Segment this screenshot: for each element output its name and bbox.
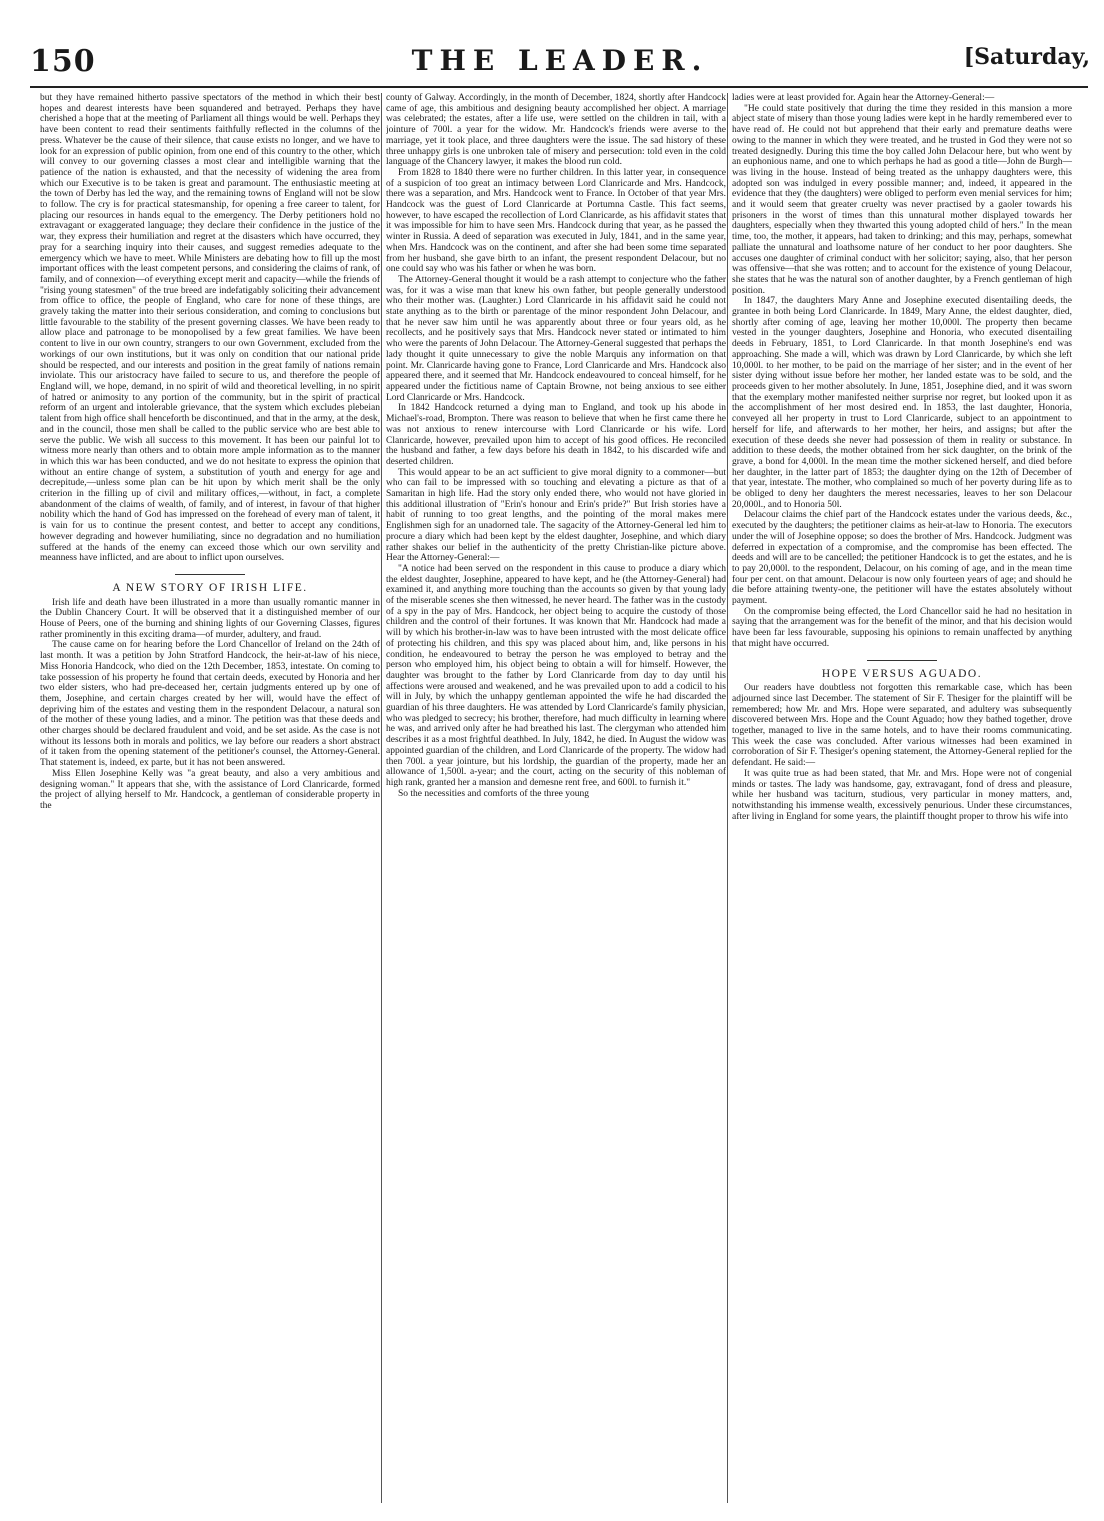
paragraph: Miss Ellen Josephine Kelly was "a great beauty, and also a very ambitious and designing woman." It appears that she, with the assistance of Lord Clanricarde, formed the project of allying herself to Mr. Handcock, a gentleman of considerable property in the — [40, 768, 380, 811]
section-divider — [867, 660, 937, 661]
column-divider — [727, 93, 728, 1503]
quoted-paragraph: "A notice had been served on the respondent in this cause to produce a diary which the eldest daughter, Josephine, appeared to have kept, and he (the Attorney-General) had examined it, and anything more touching than the accounts so given by that young lady of the miserable scenes she then witnessed, he never heard. The father was in the custody of a spy in the pay of Mrs. Handcock, her object being to acquire the custody of those children and the control of their fortunes. It was known that Mr. Handcock had made a will by which his brother-in-law was to have been intrusted with the most delicate office of protecting his children, and this spy was placed about him, and, like persons in his condition, he endeavoured to betray the person he was employed to betray and the person who employed him, his object being to obtain a will for himself. However, the daughter was brought to the father by Lord Clanricarde from day to day until his affections were aroused and weakened, and he was prevailed upon to add a codicil to his will in July, by which the unhappy gentleman appointed the wife he had discarded the guardian of his three daughters. He was attended by Lord Clanricarde's family physician, who was pledged to secrecy; his brother, therefore, had much difficulty in learning where he was, and arrived only after he had breathed his last. The clergyman who attended him describes it as a most frightful deathbed. In July, 1842, he died. In August the widow was appointed guardian of the children, and Lord Clanricarde of the property. The widow had then 700l. a year jointure, but his lordship, the guardian of the property, made her an allowance of 1,500l. a-year; and the court, acting on the security of this nobleman of high rank, granted her a mansion and demesne rent free, and 600l. to furnish it." — [386, 563, 726, 788]
column-1 — [40, 93, 380, 1503]
column-3 — [732, 93, 1072, 1503]
column-2 — [386, 93, 726, 1503]
paragraph: but they have remained hitherto passive spectators of the method in which their best hopes and dearest interests have been squandered and betrayed. Perhaps they have cherished a hope that at the meeting of Parliament all things would be well. Perhaps they have been content to read their sentiments faithfully reflected in the columns of the press. Whatever be the cause of their silence, that cause exists no longer, and we have to look for an expression of public opinion, from one end of this country to the other, which will convey to our governing classes a most clear and intelligible warning that the patience of the nation is exhausted, and that the necessity of widening the area from which our Executive is to be taken is great and paramount. The enthusiastic meeting at the town of Derby has led the way, and the remaining towns of England will not be slow to follow. The cry is for practical statesmanship, for opening a free career to talent, for placing our resources in hands equal to the emergency. The Derby petitioners hold no extravagant or exaggerated language; they declare their confidence in the justice of the war, they express their humiliation and regret at the disasters which have occurred, they pray for a searching inquiry into their causes, and suggest remedies adequate to the emergency which we have to meet. While Ministers are debating how to fill up the most important offices with the least competent persons, and considering the claims of rank, of family, and of connexion—of everything except merit and capacity—while the friends of "rising young statesmen" of the true breed are indefatigably soliciting their advancement from office to office, the people of England, who care for none of these things, are gravely taking the matter into their serious consideration, and coming to conclusions but little favourable to the stability of the present governing classes. We have been ready to allow place and patronage to be monopolised by a few great families. We have been content to live in our own country, strangers to our own Government, excluded from the workings of our own institutions, but it was only on condition that our national pride should be respected, and our interests and position in the great family of nations remain inviolate. This our aristocracy have failed to secure to us, and therefore the people of England will, we hope, demand, in no spirit of wild and theoretical levelling, in no spirit of hatred or animosity to any portion of the community, but in the spirit of practical reform of an urgent and intolerable grievance, that the system which excludes plebeian talent from high office shall henceforth be discontinued, and that in the army, at the desk, and in the council, those men shall be called to the public service who are best able to serve the public. We wish all success to this movement. It has been our painful lot to witness more nearly than others and to obtain more ample information as to the manner in which this war has been conducted, and we do not hesitate to express the opinion that without an entire change of system, a substitution of youth and energy for age and decrepitude,—unless some plan can be hit upon by which merit shall be the only criterion in the filling up of civil and military offices,—without, in fact, a complete abandonment of the claims of wealth, of family, and of interest, in favour of that higher nobility which the hand of God has impressed on the forehead of every man of talent, it is vain for us to continue the present contest, and better to accept any conditions, however degrading and however humiliating, since no degradation and no humiliation suffered at the hands of the enemy can exceed those which our own servility and meanness have inflicted, and are about to inflict upon ourselves. — [40, 93, 380, 564]
paragraph: In 1842 Handcock returned a dying man to England, and took up his abode in Michael's-road, Brompton. There was reason to believe that when he first came there he was not anxious to renew intercourse with Lord Clanricarde or his wife. Lord Clanricarde, however, prevailed upon him to accept of his good offices. He reconciled the husband and father, a few days before his death in 1842, to his discarded wife and deserted children. — [386, 403, 726, 467]
paragraph: From 1828 to 1840 there were no further children. In this latter year, in consequence of a suspicion of too great an intimacy between Lord Clanricarde and Mrs. Handcock, there was a separation, and Mrs. Handcock went to France. In October of that year Mrs. Handcock was the guest of Lord Clanricarde at Portumna Castle. This fact seems, however, to have escaped the recollection of Lord Clanricarde, as his affidavit states that it was impossible for him to have seen Mrs. Handcock during that year, as he passed the winter in Russia. A deed of separation was executed in July, 1841, and in the same year, when Mrs. Handcock was on the continent, and after she had been some time separated from her husband, she gave birth to an infant, the present respondent Delacour, but no one could say who was his father or when he was born. — [386, 167, 726, 275]
paragraph: Delacour claims the chief part of the Handcock estates under the various deeds, &c., executed by the daughters; the petitioner claims as heir-at-law to Honoria. The executors under the will of Josephine oppose; so does the brother of Mrs. Handcock. Judgment was deferred in expectation of a compromise, and the compromise has been effected. The deeds and will are to be cancelled; the petitioner Handcock is to get the estates, and he is to pay 20,000l. to the respondent, Delacour, on his coming of age, and in the mean time four per cent. on that amount. Delacour is now only fourteen years of age; and should he die before attaining twenty-one, the petitioner will have the estates absolutely without payment. — [732, 510, 1072, 607]
section-heading: A NEW STORY OF IRISH LIFE. — [112, 581, 308, 594]
column-divider — [381, 93, 382, 1503]
paragraph: Irish life and death have been illustrated in a more than usually romantic manner in the Dublin Chancery Court. It will be observed that it a distinguished member of our House of Peers, one of the burning and shining lights of our Governing Classes, figures rather prominently in this exciting drama—of murder, adultery, and fraud. — [40, 597, 380, 640]
paragraph: In 1847, the daughters Mary Anne and Josephine executed disentailing deeds, the grantee in both being Lord Clanricarde. In 1849, Mary Anne, the eldest daughter, died, shortly after coming of age, leaving her mother 10,000l. The property then became vested in the younger daughters, Josephine and Honoria, who executed disentailing deeds in February, 1851, to Lord Clanricarde. In that month Josephine's end was approaching. She made a will, which was drawn by Lord Clanricarde, by which she left 10,000l. to her mother, to be paid on the marriage of her sister; and in the event of her sister dying without issue before her mother, her landed estate was to be sold, and the proceeds given to her mother absolutely. In June, 1851, Josephine died, and it was sworn that the exemplary mother manifested neither surprise nor regret, but looked upon it as the accomplishment of her most desired end. In 1853, the last daughter, Honoria, conveyed all her property in trust to Lord Clanricarde, subject to an appointment to herself for life, and afterwards to her mother, her heirs, and assigns; but after the execution of these deeds she never had possession of them in reality or substance. In addition to these deeds, the mother obtained from her sick daughter, on the brink of the grave, a bond for 4,000l. In the mean time the mother sickened herself, and died before her daughter, in the latter part of 1853; the daughter dying on the 12th of December of that year, intestate. The mother, who complained so much of her poverty during life as to be obliged to deny her daughters the merest necessaries, leaves to her son Delacour 20,000l., and to Honoria 50l. — [732, 296, 1072, 510]
issue-day: [Saturday, — [963, 44, 1090, 70]
header-rule — [30, 86, 1088, 88]
paragraph: The cause came on for hearing before the Lord Chancellor of Ireland on the 24th of last month. It was a petition by John Stratford Handcock, the heir-at-law of his niece, Miss Honoria Handcock, who died on the 12th December, 1853, intestate. On coming to take possession of his property he found that certain deeds, executed by Honoria and her two elder sisters, who had pre-deceased her, certain judgments entered up by one of them, Josephine, and certain charges created by her will, would have the effect of depriving him of the estates and vesting them in the respondent Delacour, a natural son of the mother of these young ladies, and a minor. The petition was that these deeds and other charges should be declared fraudulent and void, and be set aside. As the case is not without its lessons both in morals and politics, we lay before our readers a short abstract of it taken from the opening statement of the petitioner's counsel, the Attorney-General. That statement is, indeed, ex parte, but it has not been answered. — [40, 640, 380, 769]
paragraph: Our readers have doubtless not forgotten this remarkable case, which has been adjourned since last December. The statement of Sir F. Thesiger for the plaintiff will be remembered; how Mr. and Mrs. Hope were separated, and adultery was subsequently discovered between Mrs. Hope and the Count Aguado; how they bathed together, drove together, managed to live in the same hotels, and to have their rooms communicating. This week the case was concluded. After various witnesses had been examined in corroboration of Sir F. Thesiger's opening statement, the Attorney-General replied for the defendant. He said:— — [732, 683, 1072, 769]
paragraph: The Attorney-General thought it would be a rash attempt to conjecture who the father was, for it was a wise man that knew his own father, but people generally understood who their mother was. (Laughter.) Lord Clanricarde in his affidavit said he could not state anything as to the birth or parentage of the minor respondent John Delacour, and that he never saw him until he was apparently about three or four years old, as he recollects, and he positively says that Mrs. Handcock never stated or intimated to him who were the parents of John Delacour. The Attorney-General suggested that perhaps the lady thought it quite unnecessary to give the noble Marquis any information on that point. Mr. Clanricarde having gone to France, Lord Clanricarde and Mrs. Handcock also appeared there, and it seemed that Mr. Handcock endeavoured to conceal himself, for he appeared under the fictitious name of Captain Browne, not being anxious to see either Lord Clanricarde or Mrs. Handcock. — [386, 274, 726, 403]
section-heading: HOPE VERSUS AGUADO. — [821, 667, 983, 680]
paragraph: It was quite true as had been stated, that Mr. and Mrs. Hope were not of congenial minds or tastes. The lady was handsome, gay, extravagant, fond of dress and pleasure, while her husband was taciturn, studious, very particular in money matters, and, notwithstanding his immense wealth, excessively penurious. Under these circumstances, after living in England for some years, the plaintiff thought proper to throw his wife into — [732, 768, 1072, 822]
masthead — [30, 44, 1090, 84]
paragraph: ladies were at least provided for. Again hear the Attorney-General:— — [732, 93, 995, 103]
page-number: 150 — [30, 44, 96, 79]
newspaper-title: THE LEADER. — [411, 44, 709, 77]
paragraph: county of Galway. Accordingly, in the month of December, 1824, shortly after Handcock came of age, this ambitious and designing beauty accomplished her object. A marriage was celebrated; the estates, after a life use, were settled on the children in tail, with a jointure of 700l. a year for the widow. Mr. Handcock's friends were averse to the marriage, yet it took place, and three daughters were the issue. The sad history of these three unhappy girls is one unbroken tale of misery and persecution: told even in the cold language of the Chancery lawyer, it makes the blood run cold. — [386, 93, 726, 168]
paragraph: This would appear to be an act sufficient to give moral dignity to a commoner—but who can fail to be impressed with so touching and elevating a picture as that of a Samaritan in high life. Had the story only ended there, who would not have gloried in this additional illustration of "Erin's honour and Erin's pride?" But Irish stories have a habit of running to too great lengths, and the pointing of the moral makes mere Englishmen sigh for an unadorned tale. The sagacity of the Attorney-General led him to procure a diary which had been kept by the eldest daughter, Josephine, and which diary rather shakes our belief in the authenticity of the pretty Christian-like picture above. Hear the Attorney-General:— — [386, 467, 726, 564]
paragraph: On the compromise being effected, the Lord Chancellor said he had no hesitation in saying that the arrangement was for the benefit of the minor, and that his decision would have been far less favourable, supposing his opinions to remain unaffected by anything that might have occurred. — [732, 606, 1072, 649]
section-divider — [175, 574, 245, 575]
paragraph: So the necessities and comforts of the three young — [398, 788, 590, 799]
quoted-paragraph: "He could state positively that during the time they resided in this mansion a more abject state of misery than those young ladies were kept in he hardly remembered ever to have read of. He could not but apprehend that their early and premature deaths were owing to the manner in which they were treated, and he trusted in God they were not so treated designedly. During this time the boy called John Delacour here, but who went by an euphonious name, and one to which perhaps he had as good a title—John de Burgh—was living in the house. Instead of being treated as the unhappy daughters were, this adopted son was indulged in every possible manner; and, indeed, it appeared in the evidence that they (the daughters) were obliged to perform even menial services for him; and it would seem that greater cruelty was never practised by a gaoler towards his prisoners in the worst of times than this unnatural mother displayed towards her daughters, especially when they thwarted this young adopted child of hers." In the mean time, too, the mother, it appears, had taken to drinking; and this may, perhaps, somewhat palliate the unnatural and loathsome nature of her conduct to her poor daughters. She accuses one daughter of criminal conduct with her solicitor; saying, also, that her person was offensive—that she was rotten; and to account for the existence of young Delacour, she states that he was the natural son of another daughter, by a French gentleman of high position. — [732, 103, 1072, 296]
